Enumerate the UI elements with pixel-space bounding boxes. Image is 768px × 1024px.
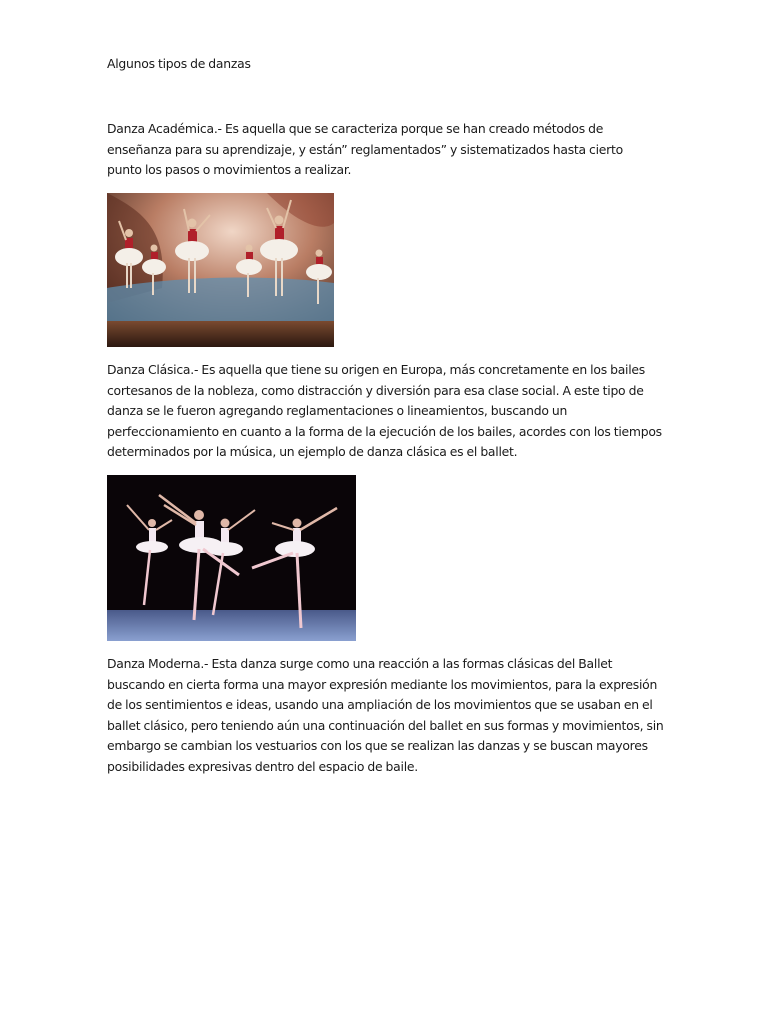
paragraph-danza-moderna: Danza Moderna.- Esta danza surge como una reacción a las formas clásicas del Ballet buscando en cierta forma una mayor expresión mediante los movimientos, para la expresión de los sentimientos e ideas, usando una ampliación de los movimientos que se usaban en el ballet clásico, pero teniendo aún una continuación del ballet en sus formas y movimientos, sin embargo se cambian los vestuarios con los que se realizan las danzas y se buscan mayores posibilidades expresivas dentro del espacio de baile. — [107, 656, 664, 774]
paragraph-danza-academica: Danza Académica.- Es aquella que se caracteriza porque se han creado métodos de enseñanza para su aprendizaje, y están” reglamentados” y sistematizados hasta cierto punto los pasos o movimientos a realizar. — [107, 121, 623, 177]
document-title: Algunos tipos de danzas — [107, 56, 251, 71]
paragraph-danza-clasica: Danza Clásica.- Es aquella que tiene su origen en Europa, más concretamente en los bailes cortesanos de la nobleza, como distracción y diversión para esa clase social. A este tipo de danza se le fueron agregando reglamentaciones o lineamientos, buscando un perfeccionamiento en cuanto a la forma de la ejecución de los bailes, acordes con los tiempos determinados por la música, un ejemplo de danza clásica es el ballet. — [107, 362, 662, 459]
ballet-recital-photo — [107, 193, 334, 347]
ballet-performance-photo — [107, 475, 356, 641]
